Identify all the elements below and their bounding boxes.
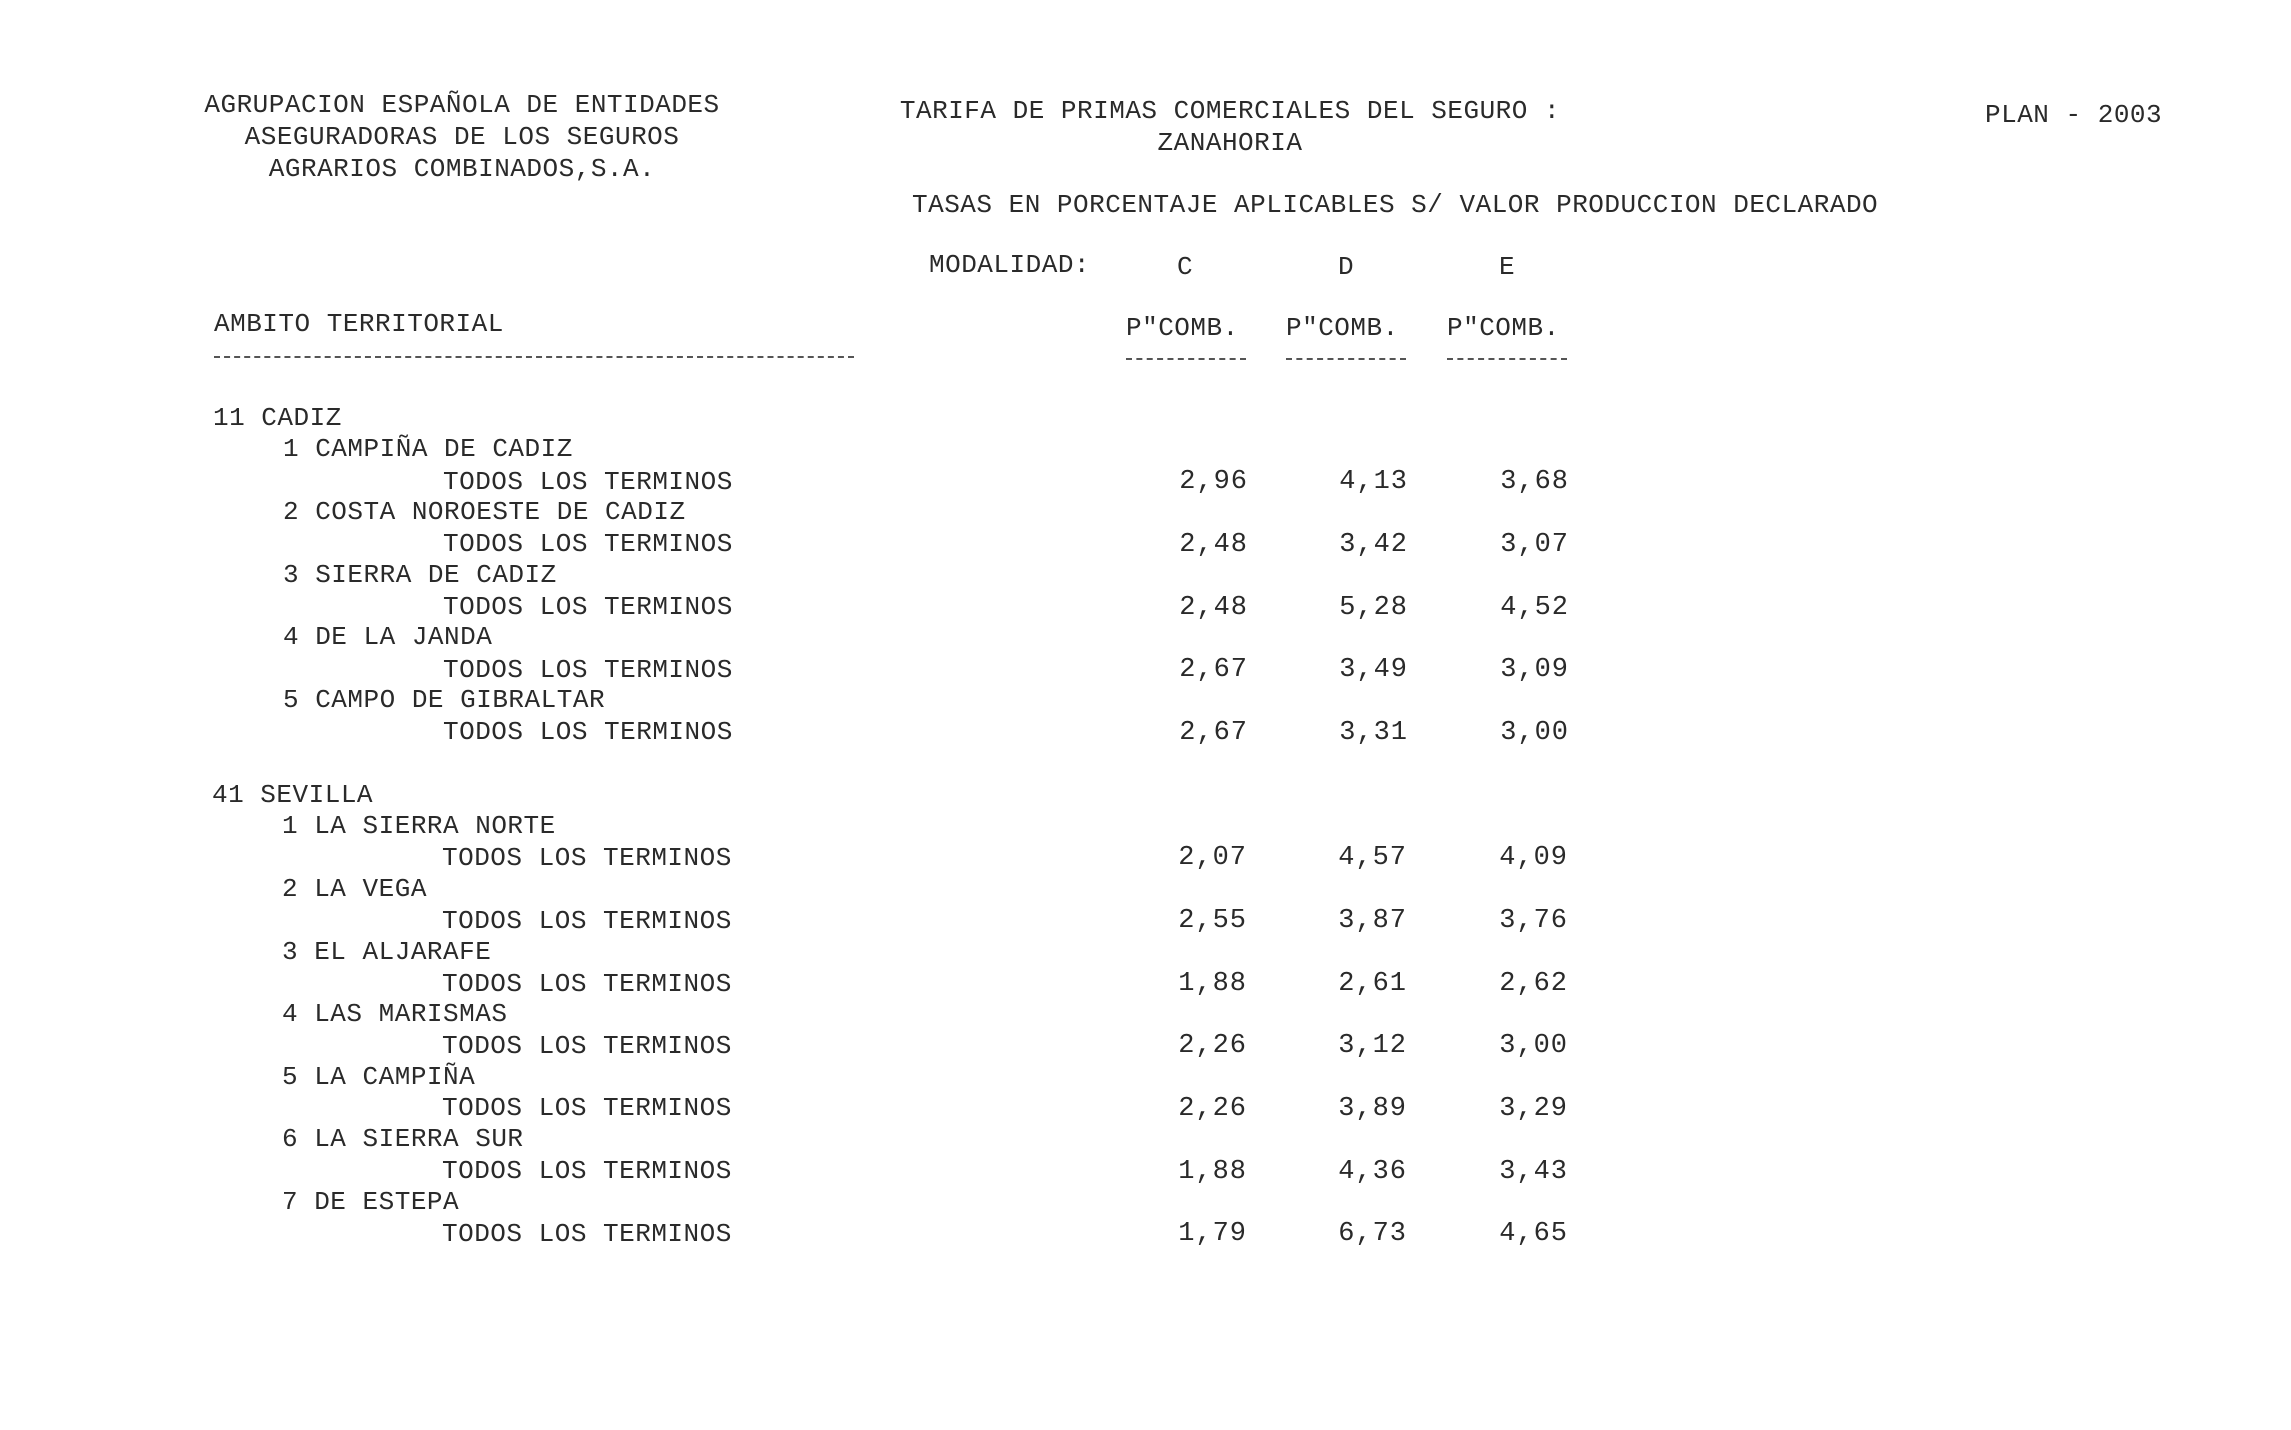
region-term: TODOS LOS TERMINOS [442,906,732,936]
rate-value-d: 4,13 [1339,467,1408,497]
region-name: 1 LA SIERRA NORTE [282,811,556,841]
rate-value-e: 3,43 [1499,1157,1568,1187]
rate-value-d: 3,42 [1339,530,1408,560]
region-name: 1 CAMPIÑA DE CADIZ [283,434,573,464]
rate-value-e: 3,09 [1500,655,1569,685]
rate-value-c: 2,26 [1178,1031,1247,1061]
region-term: TODOS LOS TERMINOS [443,655,733,685]
modalidad-column-d: D [1338,252,1355,282]
region-term: TODOS LOS TERMINOS [442,1219,732,1249]
region-name: 2 COSTA NOROESTE DE CADIZ [283,497,686,527]
column-underline-d [1286,358,1406,360]
modalidad-column-c: C [1177,252,1194,282]
region-term: TODOS LOS TERMINOS [443,717,733,747]
column-underline-e [1447,358,1567,360]
rate-value-e: 3,68 [1500,467,1569,497]
rate-value-e: 4,09 [1499,843,1568,873]
rate-value-e: 3,00 [1500,718,1569,748]
rate-value-e: 3,29 [1499,1094,1568,1124]
column-header-d: P"COMB. [1286,313,1399,343]
rate-value-c: 1,79 [1178,1219,1247,1249]
rate-value-d: 3,87 [1338,906,1407,936]
document-title-line-2: ZANAHORIA [1157,128,1303,158]
region-term: TODOS LOS TERMINOS [443,529,733,559]
column-header-c: P"COMB. [1126,313,1239,343]
rate-value-e: 2,62 [1499,969,1568,999]
rate-value-c: 2,67 [1179,718,1248,748]
rate-value-e: 3,07 [1500,530,1569,560]
region-term: TODOS LOS TERMINOS [443,592,733,622]
region-name: 5 CAMPO DE GIBRALTAR [283,685,606,715]
organization-line-3: AGRARIOS COMBINADOS,S.A. [268,154,656,184]
province-heading: 41 SEVILLA [212,780,374,810]
region-name: 4 LAS MARISMAS [282,999,508,1029]
rate-value-c: 2,48 [1179,530,1248,560]
rate-value-c: 2,55 [1178,906,1247,936]
plan-label: PLAN - 2003 [1985,100,2163,130]
rate-value-d: 6,73 [1338,1219,1407,1249]
document-title-line-1: TARIFA DE PRIMAS COMERCIALES DEL SEGURO : [899,96,1561,126]
region-name: 7 DE ESTEPA [282,1187,460,1217]
region-name: 4 DE LA JANDA [283,622,493,652]
ambito-underline [214,356,854,358]
rate-value-e: 4,65 [1499,1219,1568,1249]
rate-value-c: 2,26 [1178,1094,1247,1124]
rate-value-c: 1,88 [1178,969,1247,999]
region-term: TODOS LOS TERMINOS [442,969,732,999]
province-heading: 11 CADIZ [213,403,342,433]
organization-line-1: AGRUPACION ESPAÑOLA DE ENTIDADES [204,90,720,120]
rate-value-d: 3,31 [1339,718,1408,748]
modalidad-column-e: E [1499,252,1516,282]
column-header-e: P"COMB. [1447,313,1560,343]
region-term: TODOS LOS TERMINOS [442,843,732,873]
region-term: TODOS LOS TERMINOS [442,1031,732,1061]
document-subtitle: TASAS EN PORCENTAJE APLICABLES S/ VALOR PRODUCCION DECLARADO [912,190,1879,220]
rate-value-d: 2,61 [1338,969,1407,999]
organization-line-2: ASEGURADORAS DE LOS SEGUROS [244,122,680,152]
region-name: 6 LA SIERRA SUR [282,1124,524,1154]
region-term: TODOS LOS TERMINOS [442,1156,732,1186]
rate-value-c: 2,07 [1178,843,1247,873]
column-underline-c [1126,358,1246,360]
rate-value-e: 3,00 [1499,1031,1568,1061]
region-term: TODOS LOS TERMINOS [443,467,733,497]
region-term: TODOS LOS TERMINOS [442,1093,732,1123]
region-name: 3 SIERRA DE CADIZ [283,560,557,590]
rate-value-d: 3,12 [1338,1031,1407,1061]
region-name: 5 LA CAMPIÑA [282,1062,476,1092]
rate-value-d: 4,57 [1338,843,1407,873]
rate-value-d: 5,28 [1339,593,1408,623]
modalidad-label: MODALIDAD: [929,250,1091,280]
rate-value-d: 4,36 [1338,1157,1407,1187]
region-name: 2 LA VEGA [282,874,427,904]
rate-value-d: 3,89 [1338,1094,1407,1124]
region-name: 3 EL ALJARAFE [282,937,492,967]
rate-value-c: 1,88 [1178,1157,1247,1187]
rate-value-e: 3,76 [1499,906,1568,936]
rate-value-c: 2,48 [1179,593,1248,623]
rate-value-c: 2,96 [1179,467,1248,497]
ambito-territorial-heading: AMBITO TERRITORIAL [214,309,504,339]
rate-value-c: 2,67 [1179,655,1248,685]
rate-value-d: 3,49 [1339,655,1408,685]
rate-value-e: 4,52 [1500,593,1569,623]
